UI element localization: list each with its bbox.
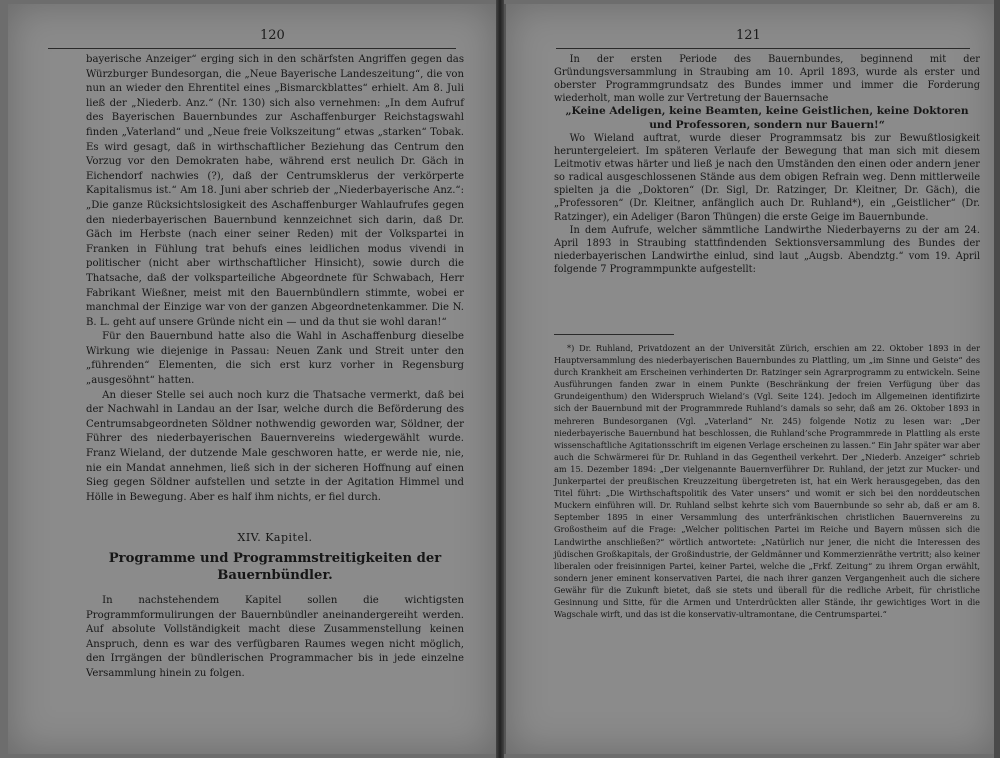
footnote-rule bbox=[554, 334, 674, 335]
chapter-number: XIV. Kapitel. bbox=[237, 531, 313, 545]
book-gutter bbox=[496, 0, 504, 758]
paragraph: In nachstehendem Kapitel sollen die wichtigsten Programmformulirungen der Bauernbündler aneinandergereiht werden. Auf absolute Vollständigkeit macht diese Zusammenstellung keinen Anspruch, denn es war des verfügbaren Raumes wegen nicht möglich, den Irrgängen der bündlerischen Programmacher bis in jede einzelne Versammlung hinein zu folgen. bbox=[86, 595, 464, 679]
page-body bbox=[554, 53, 980, 276]
page-number: 120 bbox=[260, 28, 285, 43]
paragraph: Für den Bauernbund hatte also die Wahl in Aschaffenburg dieselbe Wirkung wie diejenige in Passau: Neuen Zank und Streit unter den „führenden“ Elementen, die sich erst kurz vorher in Regensburg „ausgesöhnt“ hatten. bbox=[86, 331, 464, 387]
chapter-title: Programme und Programmstreitigkeiten der Bauernbündler. bbox=[108, 551, 442, 583]
paragraph: Wo Wieland auftrat, wurde dieser Programmsatz bis zur Bewußtlosigkeit heruntergeleiert. Im späteren Verlaufe der Bewegung that man sich mit diesem Leitmotiv etwas härter und ließ je nach den Umständen den einen oder andern jener so radical ausgeschlossenen Stände aus dem obigen Refrain weg. Denn mittlerweile spielten ja die „Doktoren“ (Dr. Sigl, Dr. Ratzinger, Dr. Kleitner, Dr. Gäch), die „Professoren“ (Dr. Kleitner, anfänglich auch Dr. Ruhland*), ein „Geistlicher“ (Dr. Ratzinger), ein Adeliger (Baron Thüngen) die erste Geige im Bauernbunde. bbox=[554, 132, 980, 223]
page-edge bbox=[994, 0, 1000, 758]
header-rule bbox=[556, 48, 970, 49]
footnote bbox=[554, 342, 980, 620]
page-number: 121 bbox=[736, 28, 761, 43]
right-page bbox=[504, 4, 996, 754]
footnote-text: *) Dr. Ruhland, Privatdozent an der Universität Zürich, erschien am 22. Oktober 1893 in der Hauptversammlung des niederbayerischen Bauernbundes zu Plattling, um „im Sinne und Geiste“ des durch Krankheit am Erscheinen verhinderten Dr. Ratzinger sein Agrarprogramm zu entwickeln. Seine Ausführungen fanden zwar in einem Punkte (Beschränkung der freien Verfügung über das Grundeigenthum) den Widerspruch Wieland’s (Vgl. Seite 124). Jedoch im Allgemeinen identifizirte sich der Bauernbund mit der Programmrede Ruhland’s damals so sehr, daß am 26. Oktober 1893 in mehreren Bundesorganen (Vgl. „Vaterland“ Nr. 245) folgende Notiz zu lesen war: „Der niederbayerische Bauernbund hat beschlossen, die Ruhland’sche Programmrede in Plattling als erste wissenschaftliche Agitationsschrift im eigenen Verlage erscheinen zu lassen.“ Ein Jahr später war aber auch die Schwärmerei für Dr. Ruhland in das Gegentheil verkehrt. Der „Niederb. Anzeiger“ schrieb am 15. Dezember 1894: „Der vielgenannte Bauernverführer Dr. Ruhland, der jetzt zur Mucker- und Junkerpartei der preußischen Kreuzzeitung übergetreten ist, hat ein Werk herausgegeben, das den Titel führt: „Die Wirthschaftspolitik des Vater unsers“ und womit er sich bei den norddeutschen Muckern einführen will. Dr. Ruhland selbst kehrte sich vom Bauernbunde so sehr ab, daß er am 8. September 1895 in einer Versammlung des unterfränkischen christlichen Bauernvereins zu Großostheim auf die Frage: „Welcher politischen Partei im Reiche und Bayern müssen sich die Landwirthe anschließen?“ wörtlich antwortete: „Natürlich nur jener, die nicht die Interessen des jüdischen Großkapitals, der Großindustrie, der Geldmänner und Kommerzienräthe vertritt; also keiner liberalen oder freisinnigen Partei, keiner Partei, welche die „Frkf. Zeitung“ zu ihrem Organ erwählt, sondern jener eminent konservativen Partei, die nach ihrer ganzen Vergangenheit auch die sichere Gewähr für die Zukunft bietet, daß sie stets und überall für die redliche Arbeit, für christliche Gesinnung und Sitte, für die Armen und Unterdrückten aller Stände, ihr gewichtiges Wort in die Wagschale wirft, und das ist die konservativ-ultramontane, die Centrumspartei.“ bbox=[554, 343, 980, 620]
paragraph: bayerische Anzeiger“ erging sich in den schärfsten Angriffen gegen das Würzburger Bundesorgan, die „Neue Bayerische Landeszeitung“, die von nun an wieder den Ehrentitel eines „Bismarckblattes“ erhielt. Am 8. Juli ließ der „Niederb. Anz.“ (Nr. 130) sich also vernehmen: „In dem Aufruf des Bayerischen Bauernbundes zur Aschaffenburger Reichstagswahl finden „Vaterland“ und „Neue freie Volkszeitung“ etwas „starken“ Tobak. Es wird gesagt, daß in wirthschaftlicher Beziehung das Centrum den Vorzug vor den Demokraten habe, während erst neulich Dr. Gäch in Eichendorf nachwies (?), daß der Centrumsklerus der verkörperte Kapitalismus ist.“ Am 18. Juni aber schrieb der „Niederbayerische Anz.“: „Die ganze Rücksichtslosigkeit des Aschaffenburger Wahlaufrufes gegen den niederbayerischen Bauernbund kennzeichnet sich darin, daß Dr. Gäch im Herbste (nach einer seiner Reden) mit der Volkspartei in Franken in Fühlung trat behufs eines leidlichen modus vivendi in politischer (nicht aber wirthschaftlicher Hinsicht), sowie durch die Thatsache, daß der volksparteiliche Abgeordnete für Schwabach, Herr Fabrikant Wießner, meist mit den Bauernbündlern stimmte, wobei er manchmal der Einzige war von der ganzen Abgeordnetenkammer. Die N. B. L. geht auf unsere Gründe nicht ein — und da thut sie wohl daran!“ bbox=[86, 54, 464, 328]
left-page bbox=[8, 4, 498, 754]
slogan: „Keine Adeligen, keine Beamten, keine Geistlichen, keine Doktoren und Professoren, sondern nur Bauern!“ bbox=[565, 105, 969, 131]
paragraph: An dieser Stelle sei auch noch kurz die Thatsache vermerkt, daß bei der Nachwahl in Landau an der Isar, welche durch die Beförderung des Centrumsabgeordneten Söldner nothwendig geworden war, Söldner, der Führer des niederbayerischen Bauernvereins wiedergewählt wurde. Franz Wieland, der dutzende Male geschworen hatte, er werde nie, nie, nie ein Mandat annehmen, ließ sich in der sicheren Hoffnung auf einen Sieg gegen Söldner aufstellen und setzte in der Agitation Himmel und Hölle in Bewegung. Aber es half ihm nichts, er fiel durch. bbox=[86, 389, 464, 503]
paragraph: In dem Aufrufe, welcher sämmtliche Landwirthe Niederbayerns zu der am 24. April 1893 in Straubing stattfindenden Sektionsversammlung des Bundes der niederbayerischen Landwirthe einlud, sind laut „Augsb. Abendztg.“ vom 19. April folgende 7 Programmpunkte aufgestellt: bbox=[554, 224, 980, 275]
paragraph: In der ersten Periode des Bauernbundes, beginnend mit der Gründungsversammlung in Straubing am 10. April 1893, wurde als erster und oberster Programmgrundsatz des Bundes immer und immer die Forderung wiederholt, man wolle zur Vertretung der Bauernsache bbox=[554, 54, 980, 105]
page-body bbox=[86, 53, 464, 682]
header-rule bbox=[48, 48, 456, 49]
